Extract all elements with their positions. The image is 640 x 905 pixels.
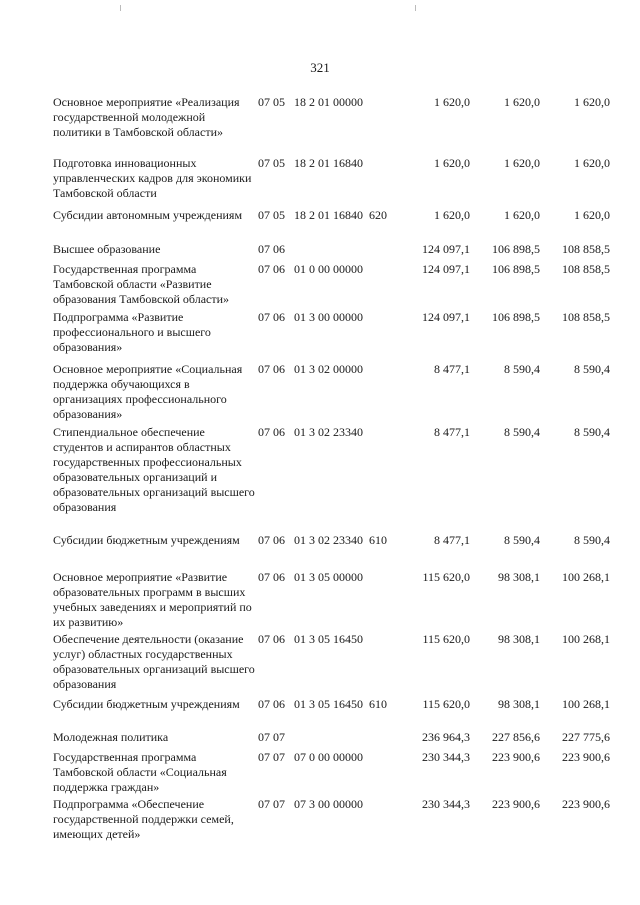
row-name: Подготовка инновационных управленческих кадров для экономики Тамбовской области <box>53 156 252 200</box>
row-value-1: 236 964,3 <box>422 730 470 744</box>
row-value-1: 1 620,0 <box>434 95 470 109</box>
row-code: 07 07 07 3 00 00000 <box>258 797 363 811</box>
row-value-3: 100 268,1 <box>562 697 610 711</box>
row-value-3: 1 620,0 <box>574 156 610 170</box>
row-code: 07 06 01 3 05 00000 <box>258 570 363 584</box>
row-value-3: 100 268,1 <box>562 632 610 646</box>
row-value-1: 230 344,3 <box>422 750 470 764</box>
row-value-2: 106 898,5 <box>492 262 540 276</box>
row-name: Основное мероприятие «Социальная поддержка обучающихся в организациях профессионального образования» <box>53 362 243 421</box>
row-code: 07 06 <box>258 242 285 256</box>
row-value-2: 8 590,4 <box>504 425 540 439</box>
row-value-2: 98 308,1 <box>498 570 540 584</box>
row-value-2: 1 620,0 <box>504 208 540 222</box>
row-value-3: 1 620,0 <box>574 95 610 109</box>
row-value-2: 1 620,0 <box>504 156 540 170</box>
row-name: Субсидии бюджетным учреждениям <box>53 533 240 547</box>
row-value-1: 230 344,3 <box>422 797 470 811</box>
page-number: 321 <box>310 60 330 75</box>
row-value-3: 1 620,0 <box>574 208 610 222</box>
row-value-2: 227 856,6 <box>492 730 540 744</box>
row-value-2: 223 900,6 <box>492 797 540 811</box>
row-value-2: 1 620,0 <box>504 95 540 109</box>
row-name: Подпрограмма «Обеспечение государственной поддержки семей, имеющих детей» <box>53 797 234 841</box>
row-code: 07 06 01 3 05 16450 <box>258 632 363 646</box>
row-value-3: 227 775,6 <box>562 730 610 744</box>
row-name: Государственная программа Тамбовской области «Социальная поддержка граждан» <box>53 750 227 794</box>
row-code: 07 06 01 3 00 00000 <box>258 310 363 324</box>
row-code: 07 05 18 2 01 16840 620 <box>258 208 387 222</box>
row-value-1: 8 477,1 <box>434 425 470 439</box>
row-code: 07 05 18 2 01 16840 <box>258 156 363 170</box>
scan-mark <box>415 5 416 11</box>
row-value-1: 124 097,1 <box>422 310 470 324</box>
row-code: 07 06 01 3 02 23340 610 <box>258 533 387 547</box>
row-value-2: 98 308,1 <box>498 632 540 646</box>
row-value-3: 223 900,6 <box>562 797 610 811</box>
row-code: 07 06 01 3 02 00000 <box>258 362 363 376</box>
row-name: Основное мероприятие «Развитие образовательных программ в высших учебных заведениях и мероприятий по их развитию» <box>53 570 252 629</box>
row-value-3: 8 590,4 <box>574 362 610 376</box>
row-value-2: 8 590,4 <box>504 533 540 547</box>
row-value-3: 8 590,4 <box>574 425 610 439</box>
row-value-1: 1 620,0 <box>434 156 470 170</box>
scan-mark <box>120 5 121 11</box>
row-name: Подпрограмма «Развитие профессионального и высшего образования» <box>53 310 211 354</box>
row-code: 07 07 <box>258 730 285 744</box>
row-name: Основное мероприятие «Реализация государственной молодежной политики в Тамбовской области» <box>53 95 240 139</box>
row-value-2: 106 898,5 <box>492 242 540 256</box>
row-value-3: 108 858,5 <box>562 242 610 256</box>
row-value-3: 100 268,1 <box>562 570 610 584</box>
row-value-2: 98 308,1 <box>498 697 540 711</box>
row-value-2: 106 898,5 <box>492 310 540 324</box>
row-value-3: 108 858,5 <box>562 262 610 276</box>
row-name: Государственная программа Тамбовской области «Развитие образования Тамбовской области» <box>53 262 230 306</box>
row-code: 07 06 01 3 02 23340 <box>258 425 363 439</box>
row-name: Высшее образование <box>53 242 161 256</box>
row-value-1: 8 477,1 <box>434 362 470 376</box>
row-value-2: 223 900,6 <box>492 750 540 764</box>
row-name: Обеспечение деятельности (оказание услуг) областных государственных образовательных организаций высшего образования <box>53 632 255 691</box>
row-code: 07 06 01 0 00 00000 <box>258 262 363 276</box>
row-code: 07 06 01 3 05 16450 610 <box>258 697 387 711</box>
row-value-3: 223 900,6 <box>562 750 610 764</box>
row-value-1: 115 620,0 <box>422 632 470 646</box>
row-name: Субсидии автономным учреждениям <box>53 208 243 222</box>
row-value-1: 124 097,1 <box>422 242 470 256</box>
row-value-1: 115 620,0 <box>422 570 470 584</box>
row-value-3: 8 590,4 <box>574 533 610 547</box>
row-code: 07 07 07 0 00 00000 <box>258 750 363 764</box>
row-value-3: 108 858,5 <box>562 310 610 324</box>
row-value-1: 8 477,1 <box>434 533 470 547</box>
row-value-2: 8 590,4 <box>504 362 540 376</box>
row-name: Субсидии бюджетным учреждениям <box>53 697 240 711</box>
row-code: 07 05 18 2 01 00000 <box>258 95 363 109</box>
row-value-1: 115 620,0 <box>422 697 470 711</box>
row-value-1: 124 097,1 <box>422 262 470 276</box>
row-name: Молодежная политика <box>53 730 169 744</box>
row-value-1: 1 620,0 <box>434 208 470 222</box>
row-name: Стипендиальное обеспечение студентов и аспирантов областных государственных профессиональных образовательных организаций и образовательных организаций высшего образования <box>53 425 255 514</box>
